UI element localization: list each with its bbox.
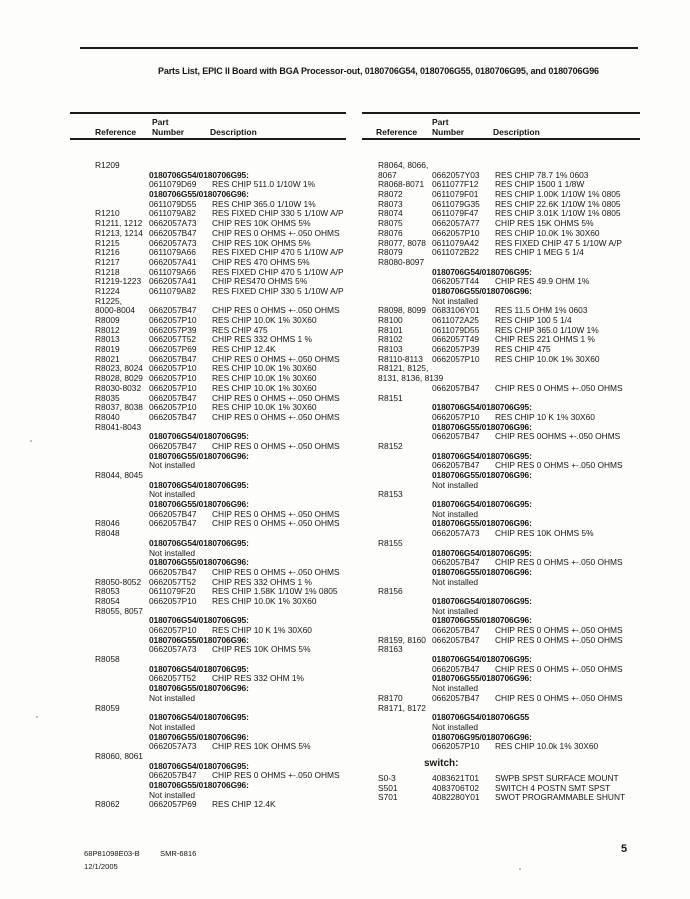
reference-cell: 8000-8004 bbox=[95, 305, 136, 316]
column-header-reference: Reference bbox=[376, 127, 418, 137]
part-number-cell: 0611079D69 bbox=[149, 179, 197, 190]
note-label: Not installed bbox=[432, 576, 479, 587]
part-number-cell: 0662057B47 bbox=[432, 557, 480, 568]
description-cell: CHIP RES 332 OHMS 1 % bbox=[212, 576, 312, 587]
group-header-label: 0180706G54/0180706G95: bbox=[149, 479, 249, 490]
description-cell: RES CHIP 10.0K 1% 30X60 bbox=[495, 227, 600, 238]
part-number-cell: 0683106Y01 bbox=[432, 305, 480, 316]
part-number-cell: 0662057P69 bbox=[149, 799, 197, 810]
description-cell: CHIP RES 0 OHMS +-.050 OHMS bbox=[212, 353, 340, 364]
description-cell: CHIP RES 0 OHMS +-.050 OHMS bbox=[495, 460, 623, 471]
group-header-label: 0180706G54/0180706G95: bbox=[432, 266, 532, 277]
description-cell: RES FIXED CHIP 470 5 1/10W A/P bbox=[212, 266, 344, 277]
description-cell: RES CHIP 12.4K bbox=[212, 344, 276, 355]
group-header-label: 0180706G55/0180706G96: bbox=[432, 615, 532, 626]
part-number-cell: 0611077F12 bbox=[432, 179, 479, 190]
description-cell: RES FIXED CHIP 330 5 1/10W A/P bbox=[212, 208, 344, 219]
description-cell: CHIP RES 0 OHMS +-.050 OHMS bbox=[495, 634, 623, 645]
part-number-cell: 0662057P10 bbox=[432, 411, 480, 422]
variant-group-header bbox=[378, 713, 659, 723]
part-number-cell: 0662057Y03 bbox=[432, 169, 480, 180]
parts-row bbox=[378, 384, 659, 394]
scan-speck bbox=[519, 868, 521, 870]
part-number-cell: 0611079D55 bbox=[432, 324, 480, 335]
reference-cell: R8098, 8099 bbox=[378, 305, 426, 316]
reference-cell: R1210 bbox=[95, 208, 120, 219]
part-number-cell: 0662057A73 bbox=[432, 528, 480, 539]
part-number-cell: 0662057B47 bbox=[149, 392, 197, 403]
parts-column-right bbox=[378, 161, 659, 803]
description-cell: RES CHIP 1.58K 1/10W 1% 0805 bbox=[212, 586, 338, 597]
part-number-cell: 0662057B47 bbox=[149, 353, 197, 364]
description-cell: CHIP RES 0 OHMS +-.050 OHMS bbox=[212, 411, 340, 422]
description-cell: RES CHIP 1500 1 1/8W bbox=[495, 179, 585, 190]
description-cell: CHIP RES 10K OHMS 5% bbox=[495, 528, 594, 539]
part-number-cell: 0611079A42 bbox=[432, 237, 479, 248]
reference-cell: R1209 bbox=[95, 160, 120, 170]
description-cell: RES CHIP 10.0K 1% 30X60 bbox=[495, 353, 600, 364]
part-number-cell: 0611079A82 bbox=[149, 208, 196, 219]
variant-group-header bbox=[95, 684, 376, 694]
description-cell: RES CHIP 10 K 1% 30X60 bbox=[495, 411, 595, 422]
part-number-cell: 0611072B22 bbox=[432, 247, 479, 258]
reference-cell: R8040 bbox=[95, 411, 120, 422]
reference-cell: R8058 bbox=[95, 654, 120, 665]
group-header-label: 0180706G55/0180706G96: bbox=[149, 450, 249, 461]
reference-cell: R8064, 8066, bbox=[378, 160, 429, 170]
part-number-cell: 0662057T49 bbox=[432, 334, 480, 345]
reference-cell: R1219-1223 bbox=[95, 276, 142, 287]
part-number-cell: 0662057B47 bbox=[149, 305, 197, 316]
parts-row bbox=[95, 800, 376, 810]
description-cell: RES CHIP 1.00K 1/10W 1% 0805 bbox=[495, 189, 621, 200]
column-header-part: Part bbox=[432, 117, 449, 127]
description-cell: RES CHIP 100 5 1/4 bbox=[495, 315, 572, 325]
description-cell: RES FIXED CHIP 330 5 1/10W A/P bbox=[212, 285, 344, 296]
group-header-label: 0180706G55/0180706G96: bbox=[149, 634, 249, 645]
parts-row bbox=[95, 287, 376, 297]
part-number-cell: 0662057P10 bbox=[149, 315, 197, 325]
header-rule-bottom bbox=[362, 138, 640, 140]
part-number-cell: 0662057T52 bbox=[149, 334, 197, 345]
part-number-cell: 0662057P10 bbox=[432, 227, 480, 238]
section-title: switch: bbox=[424, 757, 459, 769]
reference-cell: R8062 bbox=[95, 799, 120, 810]
variant-group-header bbox=[95, 539, 376, 549]
description-cell: RES CHIP 511.0 1/10W 1% bbox=[212, 179, 316, 190]
description-cell: CHIP RES 332 OHMS 1 % bbox=[212, 334, 312, 345]
note-label: Not installed bbox=[432, 683, 479, 694]
group-header-label: 0180706G55/0180706G96: bbox=[149, 731, 249, 742]
reference-cell: R8050-8052 bbox=[95, 576, 142, 587]
part-number-cell: 0662057B47 bbox=[149, 508, 197, 519]
part-number-cell: 0662057B47 bbox=[149, 770, 197, 781]
reference-cell: R8013 bbox=[95, 334, 120, 345]
part-number-cell: 0662057P10 bbox=[149, 625, 197, 635]
part-number-cell: 4083621T01 bbox=[432, 772, 480, 783]
header-rule-top bbox=[70, 112, 346, 114]
table-header-left bbox=[70, 112, 346, 140]
reference-cell: R1216 bbox=[95, 247, 120, 258]
part-number-cell: 0662057A73 bbox=[149, 644, 197, 655]
note-label: Not installed bbox=[432, 295, 479, 306]
column-header-part: Part bbox=[152, 117, 169, 127]
reference-cell: R8019 bbox=[95, 344, 120, 355]
part-number-cell: 0662057P10 bbox=[149, 382, 197, 393]
description-cell: CHIP RES470 OHMS 5% bbox=[212, 276, 308, 287]
reference-cell: R1224 bbox=[95, 285, 120, 296]
description-cell: RES CHIP 22.6K 1/10W 1% 0805 bbox=[495, 198, 621, 209]
reference-cell: R8060, 8061 bbox=[95, 750, 143, 761]
note-label: Not installed bbox=[432, 508, 479, 519]
description-cell: CHIP RES 15K OHMS 5% bbox=[495, 218, 594, 229]
part-number-cell: 0611072A25 bbox=[432, 315, 479, 325]
group-header-label: 0180706G55/0180706G96: bbox=[432, 285, 532, 296]
reference-cell: R8110-8113 bbox=[378, 353, 423, 364]
group-header-label: 0180706G54/0180706G95: bbox=[432, 402, 532, 413]
description-cell: CHIP RES 221 OHMS 1 % bbox=[495, 334, 595, 345]
parts-row bbox=[378, 742, 659, 752]
description-cell: CHIP RES 0 OHMS +-.050 OHMS bbox=[495, 663, 623, 674]
description-cell: CHIP RES 0 OHMS +-.050 OHMS bbox=[495, 625, 623, 635]
part-number-cell: 0662057B47 bbox=[149, 518, 197, 529]
reference-cell: R8121, 8125, bbox=[378, 363, 429, 374]
part-number-cell: 0611079A82 bbox=[149, 285, 196, 296]
reference-cell: R1213, 1214 bbox=[95, 227, 143, 238]
part-number-cell: 0662057B47 bbox=[432, 663, 480, 674]
description-cell: RES CHIP 1 MEG 5 1/4 bbox=[495, 247, 584, 258]
part-number-cell: 0662057P10 bbox=[432, 741, 480, 752]
reference-cell: R8155 bbox=[378, 537, 403, 548]
group-header-label: 0180706G54/0180706G95: bbox=[149, 712, 249, 723]
part-number-cell: 4082280Y01 bbox=[432, 792, 480, 803]
note-label: Not installed bbox=[149, 721, 196, 732]
description-cell: CHIP RES 10K OHMS 5% bbox=[212, 237, 311, 248]
page-number: 5 bbox=[621, 843, 628, 855]
description-cell: CHIP RES 0 OHMS +-.050 OHMS bbox=[212, 440, 340, 451]
part-number-cell: 0662057T52 bbox=[149, 576, 197, 587]
note-label: Not installed bbox=[432, 721, 479, 732]
part-number-cell: 0662057B47 bbox=[432, 625, 480, 635]
reference-cell: R8159, 8160 bbox=[378, 634, 426, 645]
description-cell: RES CHIP 10.0K 1% 30X60 bbox=[212, 315, 317, 325]
reference-cell: R8075 bbox=[378, 218, 403, 229]
column-header-reference: Reference bbox=[95, 127, 137, 137]
part-number-cell: 0662057P10 bbox=[149, 402, 197, 413]
part-number-cell: 0611079F47 bbox=[432, 208, 479, 219]
footer-manual-number: SMR-6816 bbox=[160, 849, 197, 858]
not-installed-note bbox=[378, 481, 659, 491]
parts-row bbox=[378, 529, 659, 539]
group-header-label: 0180706G54/0180706G95: bbox=[432, 547, 532, 558]
description-cell: CHIP RES 0 OHMS +-.050 OHMS bbox=[212, 518, 340, 529]
part-number-cell: 0662057A41 bbox=[149, 256, 197, 267]
part-number-cell: 0662057P39 bbox=[149, 324, 197, 335]
note-label: Not installed bbox=[432, 479, 479, 490]
note-label: Not installed bbox=[432, 605, 479, 616]
part-number-cell: 0662057B47 bbox=[149, 566, 197, 577]
not-installed-note bbox=[95, 694, 376, 704]
description-cell: RES FIXED CHIP 470 5 1/10W A/P bbox=[212, 247, 344, 258]
footer-date: 12/1/2005 bbox=[84, 862, 118, 871]
part-number-cell: 0662057P10 bbox=[149, 373, 197, 384]
part-number-cell: 0662057A41 bbox=[149, 276, 197, 287]
part-number-cell: 0662057A73 bbox=[149, 741, 197, 752]
group-header-label: 0180706G54/0180706G95: bbox=[432, 595, 532, 606]
table-header-right bbox=[362, 112, 640, 140]
reference-cell: R1218 bbox=[95, 266, 120, 277]
parts-column-left bbox=[95, 161, 376, 810]
description-cell: CHIP RES 0 OHMS +-.050 OHMS bbox=[212, 392, 340, 403]
parts-row bbox=[378, 636, 659, 646]
description-cell: RES CHIP 10.0K 1% 30X60 bbox=[212, 373, 317, 384]
column-header-number: Number bbox=[152, 127, 185, 137]
group-header-label: 0180706G55/0180706G96: bbox=[149, 557, 249, 568]
description-cell: CHIP RES 0 OHMS +-.050 OHMS bbox=[495, 692, 623, 703]
group-header-label: 0180706G54/0180706G95: bbox=[149, 537, 249, 548]
reference-cell: R1211, 1212 bbox=[95, 218, 143, 229]
part-number-cell: 0662057B47 bbox=[432, 634, 480, 645]
part-number-cell: 0611079D55 bbox=[149, 198, 197, 209]
group-header-label: 0180706G55/0180706G96: bbox=[432, 421, 532, 432]
scan-speck bbox=[30, 440, 32, 442]
part-number-cell: 0611079F01 bbox=[432, 189, 479, 200]
description-cell: CHIP RES 0 OHMS +-.050 OHMS bbox=[212, 305, 340, 316]
footer-doc-number: 68P81098E03-B bbox=[84, 849, 140, 858]
group-header-label: 0180706G54/0180706G95: bbox=[149, 615, 249, 626]
description-cell: CHIP RES 0 OHMS +-.050 OHMS bbox=[212, 770, 340, 781]
reference-cell: R8059 bbox=[95, 702, 120, 713]
reference-cell: R8054 bbox=[95, 595, 120, 606]
description-cell: CHIP RES 10K OHMS 5% bbox=[212, 218, 311, 229]
reference-cell: R8046 bbox=[95, 518, 120, 529]
description-cell: RES CHIP 10.0K 1% 30X60 bbox=[212, 595, 317, 606]
note-label: Not installed bbox=[149, 692, 196, 703]
description-cell: CHIP RES 0 OHMS +-.050 OHMS bbox=[212, 227, 340, 238]
group-header-label: 0180706G55/0180706G96: bbox=[149, 683, 249, 694]
part-number-cell: 0662057B47 bbox=[149, 440, 197, 451]
description-cell: RES CHIP 475 bbox=[212, 324, 268, 335]
part-number-cell: 0611079A66 bbox=[149, 266, 196, 277]
group-header-label: 0180706G55/0180706G96: bbox=[432, 518, 532, 529]
reference-cell: R8163 bbox=[378, 644, 403, 655]
description-cell: RES CHIP 365.0 1/10W 1% bbox=[495, 324, 599, 335]
parts-row bbox=[95, 645, 376, 655]
description-cell: CHIP RES 0 OHMS +-.050 OHMS bbox=[212, 508, 340, 519]
group-header-label: 0180706G54/0180706G95: bbox=[149, 431, 249, 442]
reference-cell: R8073 bbox=[378, 198, 403, 209]
reference-cell: 8067 bbox=[378, 169, 397, 180]
description-cell: RES CHIP 78.7 1% 0603 bbox=[495, 169, 589, 180]
reference-cell: R8103 bbox=[378, 344, 403, 355]
part-number-cell: 0662057B47 bbox=[432, 692, 480, 703]
part-number-cell: 0662057A73 bbox=[149, 218, 197, 229]
reference-cell: R8028, 8029 bbox=[95, 373, 143, 384]
scan-speck bbox=[36, 716, 38, 718]
reference-cell: R8080-8097 bbox=[378, 256, 425, 267]
group-header-label: 0180706G54/0180706G95: bbox=[432, 450, 532, 461]
reference-cell: R8152 bbox=[378, 440, 403, 451]
reference-cell: R8077, 8078 bbox=[378, 237, 426, 248]
description-cell: CHIP RES 10K OHMS 5% bbox=[212, 644, 311, 655]
variant-group-header bbox=[378, 568, 659, 578]
part-number-cell: 0662057B47 bbox=[149, 227, 197, 238]
part-number-cell: 0611079F20 bbox=[149, 586, 196, 597]
reference-cell: R8044, 8045 bbox=[95, 470, 143, 480]
description-cell: RES CHIP 475 bbox=[495, 344, 551, 355]
reference-cell: R1215 bbox=[95, 237, 120, 248]
part-number-cell: 0662057B47 bbox=[149, 411, 197, 422]
reference-cell: R8037, 8038 bbox=[95, 402, 143, 413]
reference-cell: R8171, 8172 bbox=[378, 702, 426, 713]
reference-cell: R8102 bbox=[378, 334, 403, 345]
parts-row bbox=[378, 793, 659, 803]
reference-cell: R8170 bbox=[378, 692, 403, 703]
description-cell: CHIP RES 0 OHMS +-.050 OHMS bbox=[495, 382, 623, 393]
reference-cell: 8131, 8136, 8139 bbox=[378, 373, 444, 384]
reference-cell: R8076 bbox=[378, 227, 403, 238]
description-cell: RES CHIP 10.0K 1% 30X60 bbox=[212, 363, 317, 374]
group-header-label: 0180706G55/0180706G96: bbox=[432, 673, 532, 684]
reference-cell: R8041-8043 bbox=[95, 421, 142, 432]
description-cell: CHIP RES 10K OHMS 5% bbox=[212, 741, 311, 752]
variant-group-header bbox=[95, 481, 376, 491]
description-cell: RES FIXED CHIP 47 5 1/10W A/P bbox=[495, 237, 622, 248]
description-cell: RES CHIP 10.0K 1% 30X60 bbox=[212, 382, 317, 393]
reference-cell: R8068-8071 bbox=[378, 179, 425, 190]
description-cell: CHIP RES 0 OHMS +-.050 OHMS bbox=[212, 566, 340, 577]
group-header-label: 0180706G54/0180706G95: bbox=[432, 499, 532, 510]
header-rule-bottom bbox=[70, 138, 346, 140]
group-header-label: 0180706G54/0180706G95: bbox=[149, 663, 249, 674]
description-cell: RES CHIP 3.01K 1/10W 1% 0805 bbox=[495, 208, 621, 219]
note-label: Not installed bbox=[149, 547, 196, 558]
description-cell: CHIP RES 0 OHMS +-.050 OHMS bbox=[495, 557, 623, 568]
description-cell: CHIP RES 332 OHM 1% bbox=[212, 673, 305, 684]
section-header bbox=[378, 759, 659, 771]
group-header-label: 0180706G55/0180706G96: bbox=[149, 499, 249, 510]
group-header-label: 0180706G55/0180706G96: bbox=[432, 566, 532, 577]
not-installed-note bbox=[378, 578, 659, 588]
variant-group-header bbox=[378, 674, 659, 684]
description-cell: RES 11.5 OHM 1% 0603 bbox=[495, 305, 588, 316]
group-header-label: 0180706G54/0180706G55 bbox=[432, 712, 530, 723]
page-top-divider bbox=[80, 47, 638, 49]
part-number-cell: 0611079A66 bbox=[149, 247, 196, 258]
variant-group-header bbox=[378, 597, 659, 607]
group-header-label: 0180706G54/0180706G95: bbox=[149, 169, 249, 180]
reference-cell: R8030-8032 bbox=[95, 382, 142, 393]
note-label: Not installed bbox=[149, 460, 196, 471]
part-number-cell: 0662057P10 bbox=[149, 595, 197, 606]
reference-cell: S0-3 bbox=[378, 772, 396, 783]
column-header-description: Description bbox=[210, 127, 257, 137]
part-number-cell: 0611079G35 bbox=[432, 198, 480, 209]
part-number-cell: 0662057P39 bbox=[432, 344, 480, 355]
description-cell: RES CHIP 10.0k 1% 30X60 bbox=[495, 741, 599, 752]
note-label: Not installed bbox=[149, 789, 196, 800]
description-cell: RES CHIP 12.4K bbox=[212, 799, 276, 810]
reference-cell: R8156 bbox=[378, 586, 403, 597]
reference-cell: R1225, bbox=[95, 295, 123, 306]
variant-group-header bbox=[378, 500, 659, 510]
part-number-cell: 0662057A77 bbox=[432, 218, 480, 229]
reference-cell: R8048 bbox=[95, 528, 120, 539]
reference-cell: R8074 bbox=[378, 208, 403, 219]
page-title: Parts List, EPIC II Board with BGA Processor-out, 0180706G54, 0180706G55, 0180706G95, and 0180706G96 bbox=[158, 66, 599, 76]
reference-cell: R8153 bbox=[378, 489, 403, 500]
note-label: Not installed bbox=[149, 489, 196, 500]
reference-cell: S501 bbox=[378, 782, 398, 793]
variant-group-header bbox=[95, 452, 376, 462]
description-cell: RES CHIP 365.0 1/10W 1% bbox=[212, 198, 316, 209]
variant-group-header bbox=[95, 713, 376, 723]
group-header-label: 0180706G95/0180706G96: bbox=[432, 731, 532, 742]
reference-cell: R8079 bbox=[378, 247, 403, 258]
description-cell: CHIP RES 49.9 OHM 1% bbox=[495, 276, 590, 287]
part-number-cell: 0662057P69 bbox=[149, 344, 197, 355]
reference-cell: S701 bbox=[378, 792, 398, 803]
reference-cell: R8055, 8057 bbox=[95, 605, 143, 616]
part-number-cell: 0662057B47 bbox=[432, 460, 480, 471]
reference-cell: R8072 bbox=[378, 189, 403, 200]
description-cell: SWOT PROGRAMMABLE SHUNT bbox=[495, 792, 626, 803]
description-cell: SWITCH 4 POSTN SMT SPST bbox=[495, 782, 611, 793]
reference-cell: R1217 bbox=[95, 256, 120, 267]
part-number-cell: 0662057B47 bbox=[432, 431, 480, 442]
variant-group-header bbox=[378, 287, 659, 297]
column-header-description: Description bbox=[493, 127, 540, 137]
reference-cell: R8053 bbox=[95, 586, 120, 597]
variant-group-header bbox=[378, 471, 659, 481]
reference-cell: R8035 bbox=[95, 392, 120, 403]
part-number-cell: 0662057A73 bbox=[149, 237, 197, 248]
group-header-label: 0180706G55/0180706G96: bbox=[149, 189, 249, 200]
description-cell: CHIP RES 470 OHMS 5% bbox=[212, 256, 310, 267]
group-header-label: 0180706G54/0180706G95: bbox=[149, 760, 249, 771]
part-number-cell: 0662057T52 bbox=[149, 673, 197, 684]
reference-cell: R8009 bbox=[95, 315, 120, 325]
group-header-label: 0180706G55/0180706G96: bbox=[432, 470, 532, 480]
parts-row bbox=[95, 519, 376, 529]
part-number-cell: 4083706T02 bbox=[432, 782, 480, 793]
description-cell: SWPB SPST SURFACE MOUNT bbox=[495, 772, 619, 783]
reference-cell: R8021 bbox=[95, 353, 120, 364]
header-rule-top bbox=[362, 112, 640, 114]
description-cell: RES CHIP 10.0K 1% 30X60 bbox=[212, 402, 317, 413]
part-number-cell: 0662057T44 bbox=[432, 276, 480, 287]
reference-cell: R8151 bbox=[378, 392, 403, 403]
description-cell: RES CHIP 10 K 1% 30X60 bbox=[212, 625, 312, 635]
part-number-cell: 0662057P10 bbox=[149, 363, 197, 374]
parts-row bbox=[378, 432, 659, 442]
reference-cell: R8012 bbox=[95, 324, 120, 335]
part-number-cell: 0662057P10 bbox=[432, 353, 480, 364]
reference-cell: R8100 bbox=[378, 315, 403, 325]
column-header-number: Number bbox=[432, 127, 465, 137]
description-cell: CHIP RES 0OHMS +-.050 OHMS bbox=[495, 431, 621, 442]
reference-cell: R8023, 8024 bbox=[95, 363, 143, 374]
variant-group-header bbox=[95, 781, 376, 791]
group-header-label: 0180706G55/0180706G96: bbox=[149, 780, 249, 790]
group-header-label: 0180706G54/0180706G95: bbox=[432, 654, 532, 665]
reference-cell: R8101 bbox=[378, 324, 403, 335]
part-number-cell: 0662057B47 bbox=[432, 382, 480, 393]
